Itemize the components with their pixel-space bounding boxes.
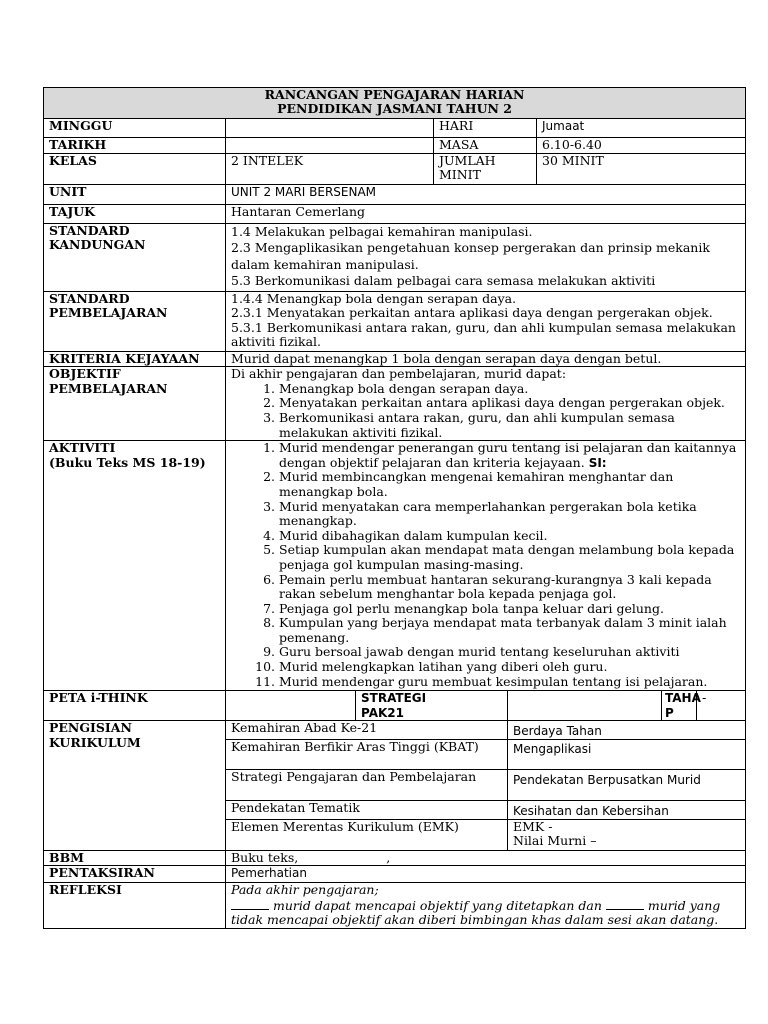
pentaksiran-value: Pemerhatian [226,866,746,883]
aktiviti-item: 10. Murid melengkapkan latihan yang diberi oleh guru. [279,660,740,675]
tahap-line2: P [665,705,674,720]
objektif-label [44,367,226,441]
pengisian-label [44,721,226,850]
blank-line [231,898,269,910]
blank-line [606,898,644,910]
pengisian-key: Kemahiran Abad Ke-21 [226,721,508,740]
standard-kandungan-label [44,223,226,291]
peta-ithink-value [226,691,356,721]
kelas-value: 2 INTELEK [226,153,434,184]
tajuk-value: Hantaran Cemerlang [226,204,746,223]
aktiviti-label-line1: AKTIVITI [49,440,116,456]
tahap-label [662,691,701,721]
objektif-item: 2. Menyatakan perkaitan antara aplikasi daya dengan pergerakan objek. [279,396,740,411]
sp-item: 5.3.1 Berkomunikasi antara rakan, guru, dan ahli kumpulan semasa melakukan aktiviti fizikal. [231,319,736,350]
standard-kandungan-content [226,223,746,291]
aktiviti-item: 6. Pemain perlu membuat hantaran sekurang-kurangnya 3 kali kepada rakan sebelum menghantar bola kepada penjaga gol. [279,573,740,602]
sp-item: 2.3.1 Menyatakan perkaitan antara aplikasi daya dengan pergerakan objek. [231,305,713,321]
strategi-line2: PAK21 [361,705,404,720]
jumlah-minit-value: 30 MINIT [537,153,746,184]
aktiviti-item-text: Murid mendengar penerangan guru tentang isi pelajaran dan kaitannya dengan objektif pelajaran dan kriteria kejayaan. [279,440,737,470]
refleksi-text: murid dapat mencapai objektif yang ditetapkan dan [272,897,602,913]
header-subtitle: PENDIDIKAN JASMANI TAHUN 2 [277,101,512,117]
sk-item: 5.3 Berkomunikasi dalam pelbagai cara semasa melakukan aktiviti [231,273,656,289]
masa-label: MASA [434,138,537,154]
pengisian-label-line2: KURIKULUM [49,734,141,750]
si-tag: SI: [588,455,607,470]
kriteria-label: KRITERIA KEJAYAAN [44,351,226,367]
pengisian-value: Mengaplikasi [508,739,746,769]
lesson-plan-table [43,87,746,929]
objektif-list [231,382,740,440]
sp-label-line2: PEMBELAJARAN [49,305,168,321]
aktiviti-list [231,441,740,689]
objektif-label-line2: PEMBELAJARAN [49,380,168,396]
pengisian-label-line1: PENGISIAN [49,720,132,736]
pengisian-key: Pendekatan Tematik [226,800,508,819]
strategi-pak21-label [356,691,508,721]
bbm-label: BBM [44,850,226,866]
pentaksiran-label: PENTAKSIRAN [44,866,226,883]
document-header [44,88,746,119]
peta-ithink-label: PETA i-THINK [44,691,226,721]
bbm-value [226,850,746,866]
sk-item: 2.3 Mengaplikasikan pengetahuan konsep pergerakan dan prinsip mekanik dalam kemahiran manipulasi. [231,240,710,272]
aktiviti-item [279,441,740,470]
aktiviti-item: 4. Murid dibahagikan dalam kumpulan kecil. [279,529,740,544]
pengisian-value: Berdaya Tahan [508,721,746,740]
pengisian-key: Elemen Merentas Kurikulum (EMK) [226,819,508,850]
objektif-intro: Di akhir pengajaran dan pembelajaran, murid dapat: [231,366,567,382]
aktiviti-item: 7. Penjaga gol perlu menangkap bola tanpa keluar dari gelung. [279,602,740,617]
pengisian-value: Kesihatan dan Kebersihan [508,800,746,819]
emk-line2: Nilai Murni – [513,833,597,849]
aktiviti-item: 8. Kumpulan yang berjaya mendapat mata terbanyak dalam 3 minit ialah pemenang. [279,616,740,645]
refleksi-text-2: murid yang tidak mencapai objektif akan diberi bimbingan khas dalam sesi akan datang. [231,897,721,928]
objektif-label-line1: OBJEKTIF [49,366,121,382]
pengisian-value [508,819,746,850]
tarikh-value [226,138,434,154]
strategi-line1: STRATEGI [361,691,427,706]
jumlah-minit-label [434,153,537,184]
pengisian-key: Strategi Pengajaran dan Pembelajaran [226,769,508,800]
bbm-comma: , [386,849,391,865]
aktiviti-item: 5. Setiap kumpulan akan mendapat mata dengan melambung bola kepada penjaga gol kumpulan masing-masing. [279,543,740,572]
unit-value: UNIT 2 MARI BERSENAM [226,184,746,204]
hari-value: Jumaat [537,119,746,138]
bbm-text: Buku teks, [231,849,299,865]
pengisian-key: Kemahiran Berfikir Aras Tinggi (KBAT) [226,739,508,769]
pengisian-value: Pendekatan Berpusatkan Murid [508,769,746,800]
header-title: RANCANGAN PENGAJARAN HARIAN [264,87,525,102]
kriteria-value: Murid dapat menangkap 1 bola dengan serapan daya dengan betul. [226,351,746,367]
objektif-item: 1. Menangkap bola dengan serapan daya. [279,382,740,397]
sk-label-line2: KANDUNGAN [49,237,146,253]
refleksi-line2 [231,898,740,928]
tahap-value: - [697,691,746,721]
tahap-line1: TAHA [665,691,701,706]
minggu-label: MINGGU [44,119,226,138]
aktiviti-item: 9. Guru bersoal jawab dengan murid tentang keseluruhan aktiviti [279,645,740,660]
objektif-item: 3. Berkomunikasi antara rakan, guru, dan ahli kumpulan semasa melakukan aktiviti fizikal. [279,411,740,440]
kelas-label: KELAS [44,153,226,184]
refleksi-label: REFLEKSI [44,883,226,929]
refleksi-line1: Pada akhir pengajaran; [231,882,379,898]
minggu-value [226,119,434,138]
sk-label-line1: STANDARD [49,222,130,238]
jumlah-label-line1: JUMLAH [439,152,496,168]
aktiviti-label-line2: (Buku Teks MS 18-19) [49,454,206,470]
aktiviti-content [226,441,746,691]
jumlah-label-line2: MINIT [439,167,481,183]
sk-item: 1.4 Melakukan pelbagai kemahiran manipulasi. [231,223,533,239]
emk-line1: EMK - [513,818,553,834]
standard-pembelajaran-content [226,291,746,351]
unit-label: UNIT [44,184,226,204]
masa-value: 6.10-6.40 [537,138,746,154]
standard-pembelajaran-label [44,291,226,351]
tajuk-label: TAJUK [44,204,226,223]
aktiviti-label [44,441,226,691]
strategi-pak21-value [508,691,662,721]
aktiviti-item: 2. Murid membincangkan mengenai kemahiran menghantar dan menangkap bola. [279,470,740,499]
sp-item: 1.4.4 Menangkap bola dengan serapan daya. [231,290,517,306]
aktiviti-item: 11. Murid mendengar guru membuat kesimpulan tentang isi pelajaran. [279,675,740,690]
sp-label-line1: STANDARD [49,290,130,306]
aktiviti-item: 3. Murid menyatakan cara memperlahankan pergerakan bola ketika menangkap. [279,500,740,529]
hari-label: HARI [434,119,537,138]
refleksi-content [226,883,746,929]
tarikh-label: TARIKH [44,138,226,154]
lesson-plan-document [43,87,745,929]
objektif-content [226,367,746,441]
